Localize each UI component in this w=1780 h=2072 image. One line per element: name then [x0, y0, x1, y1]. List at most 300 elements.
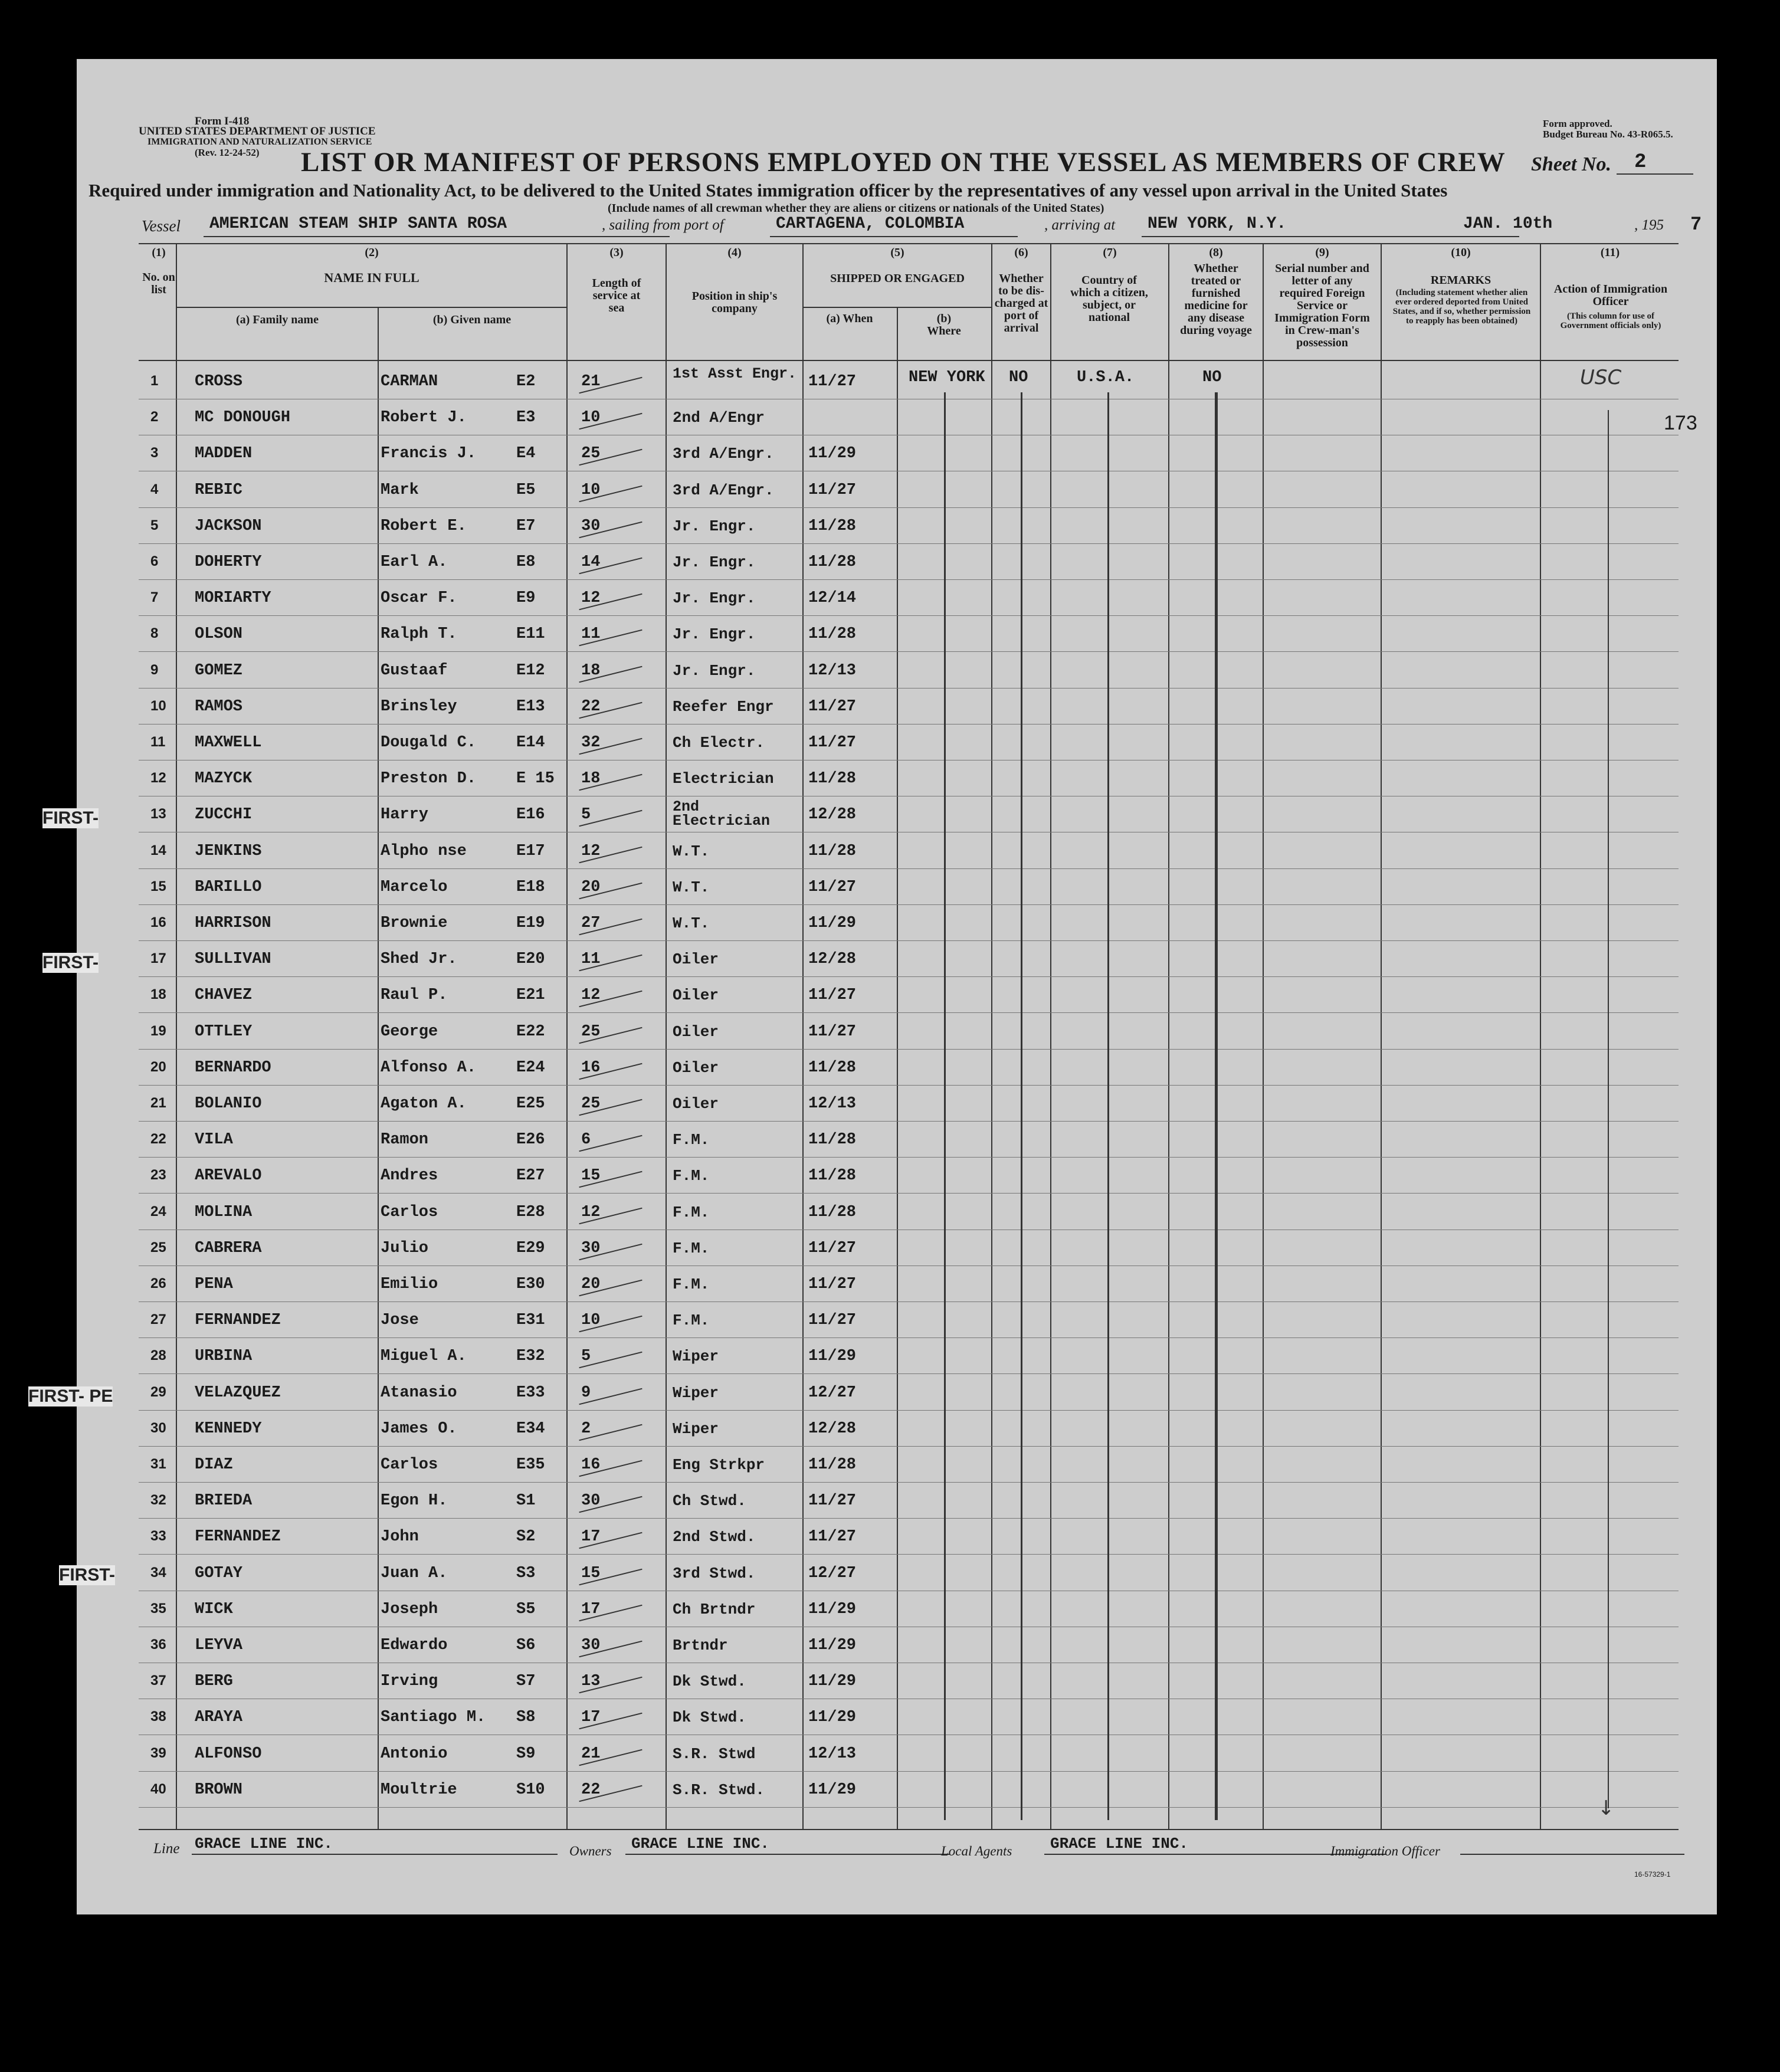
crew-number: 24 — [150, 1203, 166, 1219]
position: F.M. — [673, 1312, 710, 1330]
crew-number: 26 — [150, 1276, 166, 1291]
crew-code: S1 — [516, 1492, 536, 1510]
shipped-when: 11/28 — [808, 1167, 857, 1185]
sheet-label: Sheet No. — [1531, 153, 1611, 175]
table-row — [77, 1339, 1608, 1375]
col5b-header: (b) Where — [927, 312, 961, 337]
crew-code: E32 — [516, 1348, 545, 1366]
shipped-when: 12/14 — [808, 589, 857, 608]
crew-number: 6 — [150, 553, 159, 569]
service-years: 21 — [581, 373, 601, 391]
crew-code: E12 — [516, 661, 545, 680]
family-name: GOTAY — [195, 1564, 243, 1582]
col2-header: NAME IN FULL — [324, 270, 419, 285]
service-years: 12 — [581, 842, 601, 860]
shipped-when: 11/29 — [808, 1781, 857, 1799]
shipped-when: 12/13 — [808, 1745, 857, 1763]
col2-number: (2) — [365, 246, 379, 259]
col7-header: Country of which a citizen, subject, or national — [1070, 274, 1148, 324]
col2b-header: (b) Given name — [432, 313, 512, 326]
crew-number: 35 — [150, 1600, 166, 1617]
crew-number: 16 — [150, 914, 166, 930]
table-row — [77, 1628, 1608, 1664]
shipped-when: 11/27 — [808, 373, 857, 391]
service-years: 15 — [581, 1167, 601, 1185]
crew-number: 14 — [150, 842, 166, 858]
given-name: Andres — [381, 1167, 438, 1185]
shipped-when: 11/28 — [808, 1203, 857, 1221]
crew-code: E16 — [516, 806, 545, 824]
table-row — [77, 1195, 1608, 1231]
given-name: Brinsley — [381, 697, 457, 716]
position: 2nd A/Engr — [673, 409, 765, 427]
shipped-when: 11/29 — [808, 1637, 857, 1654]
table-row — [77, 545, 1608, 581]
crew-code: E7 — [516, 517, 536, 535]
service-years: 18 — [581, 770, 601, 788]
shipped-when: 11/27 — [808, 1022, 857, 1041]
family-name: URBINA — [195, 1348, 253, 1366]
service-years: 13 — [581, 1673, 601, 1691]
crew-code: S2 — [516, 1528, 536, 1546]
position: Ch Stwd. — [673, 1492, 746, 1510]
service-years: 12 — [581, 986, 601, 1005]
given-name: Oscar F. — [381, 589, 457, 608]
position: F.M. — [673, 1276, 710, 1293]
vessel-label: Vessel — [142, 217, 181, 235]
given-name: Mark — [381, 481, 419, 499]
position: 1st Asst Engr. — [673, 365, 797, 382]
col5a-header: (a) When — [826, 312, 873, 325]
required-statement: Required under immigration and Nationality Act, to be delivered to the United States immigration officer by the representatives of any vessel upon arrival in the United States — [88, 180, 1448, 201]
crew-code: S7 — [516, 1673, 536, 1691]
family-name: VELAZQUEZ — [195, 1383, 281, 1402]
service-years: 11 — [581, 950, 601, 969]
family-name: AREVALO — [195, 1167, 262, 1185]
service-years: 10 — [581, 1312, 601, 1330]
shipped-when: 11/27 — [808, 1312, 857, 1330]
table-row — [77, 401, 1608, 437]
discharged-value: NO — [1009, 369, 1028, 386]
given-name: James O. — [381, 1419, 457, 1438]
service: IMMIGRATION AND NATURALIZATION SERVICE — [147, 137, 372, 147]
sailing-port: CARTAGENA, COLOMBIA — [776, 215, 965, 233]
service-years: 22 — [581, 1781, 601, 1799]
include-note: (Include names of all crewman whether they are aliens or citizens or nationals of the United States) — [608, 202, 1104, 215]
table-row — [77, 1376, 1608, 1412]
sheet-number: 2 — [1634, 151, 1647, 173]
service-years: 11 — [581, 625, 601, 644]
family-name: MADDEN — [195, 445, 253, 463]
given-name: Francis J. — [381, 445, 477, 463]
service-years: 6 — [581, 1131, 591, 1149]
position: Jr. Engr. — [673, 625, 756, 644]
given-name: Jose — [381, 1312, 419, 1330]
crew-number: 25 — [150, 1239, 166, 1255]
family-name: MORIARTY — [195, 589, 271, 608]
family-name: CABRERA — [195, 1239, 262, 1257]
given-name: Marcelo — [381, 878, 448, 896]
agents-label: Local Agents — [941, 1844, 1012, 1858]
crew-code: E28 — [516, 1203, 545, 1221]
position: F.M. — [673, 1203, 710, 1221]
col10-header: REMARKS — [1430, 274, 1491, 287]
given-name: Miguel A. — [381, 1348, 467, 1366]
given-name: Antonio — [381, 1745, 448, 1763]
revision: (Rev. 12-24-52) — [195, 147, 260, 158]
owners-label: Owners — [569, 1844, 612, 1858]
crew-number: 11 — [150, 734, 166, 750]
crew-number: 32 — [150, 1492, 166, 1509]
position: Jr. Engr. — [673, 517, 756, 535]
crew-number: 2 — [150, 409, 159, 425]
service-years: 25 — [581, 1022, 601, 1041]
shipped-when: 11/28 — [808, 770, 857, 788]
service-years: 20 — [581, 878, 601, 896]
service-years: 15 — [581, 1564, 601, 1582]
service-years: 30 — [581, 1239, 601, 1257]
crew-code: E22 — [516, 1022, 545, 1041]
given-name: Preston D. — [381, 770, 477, 788]
family-name: JENKINS — [195, 842, 262, 860]
crew-number: 34 — [150, 1564, 166, 1581]
given-name: Emilio — [381, 1276, 438, 1293]
position: 3rd A/Engr. — [673, 445, 774, 463]
crew-code: E11 — [516, 625, 545, 644]
service-years: 10 — [581, 409, 601, 427]
service-years: 21 — [581, 1745, 601, 1763]
table-row — [77, 1412, 1608, 1448]
family-name: ARAYA — [195, 1709, 243, 1727]
table-row — [77, 870, 1608, 906]
crew-number: 10 — [150, 697, 166, 714]
crew-code: E33 — [516, 1383, 545, 1402]
family-name: PENA — [195, 1276, 233, 1293]
crew-code: E20 — [516, 950, 545, 969]
crew-number: 39 — [150, 1745, 166, 1761]
position: Jr. Engr. — [673, 661, 756, 680]
family-name: JACKSON — [195, 517, 262, 535]
crew-code: S5 — [516, 1600, 536, 1618]
position: 2nd Electrician — [673, 798, 771, 830]
col10-number: (10) — [1451, 246, 1471, 259]
table-row — [77, 1267, 1608, 1303]
table-row — [77, 1015, 1608, 1051]
service-years: 12 — [581, 589, 601, 608]
given-name: Santiago M. — [381, 1709, 486, 1727]
family-name: CROSS — [195, 373, 243, 391]
family-name: BRIEDA — [195, 1492, 253, 1510]
shipped-when: 11/27 — [808, 878, 857, 896]
position: Oiler — [673, 1058, 719, 1077]
crew-number: 3 — [150, 445, 159, 461]
family-name: VILA — [195, 1131, 233, 1149]
given-name: Egon H. — [381, 1492, 448, 1510]
crew-code: E35 — [516, 1456, 545, 1474]
form-approved: Form approved. — [1543, 118, 1612, 129]
family-name: LEYVA — [195, 1637, 243, 1654]
col4-number: (4) — [727, 246, 742, 259]
col6-number: (6) — [1014, 246, 1028, 259]
table-row — [77, 437, 1608, 473]
crew-number: 36 — [150, 1637, 166, 1653]
service-years: 25 — [581, 445, 601, 463]
crew-number: 28 — [150, 1348, 166, 1364]
position: Electrician — [673, 770, 774, 788]
family-name: MAXWELL — [195, 734, 262, 752]
position: Oiler — [673, 1095, 719, 1113]
crew-code: S10 — [516, 1781, 545, 1799]
family-name: FERNANDEZ — [195, 1528, 281, 1546]
position: Ch Brtndr — [673, 1600, 756, 1618]
table-row — [77, 726, 1608, 762]
table-row — [77, 1123, 1608, 1159]
crew-code: E31 — [516, 1312, 545, 1330]
position: F.M. — [673, 1167, 710, 1185]
given-name: Atanasio — [381, 1383, 457, 1402]
position: Eng Strkpr — [673, 1456, 765, 1474]
crew-code: E14 — [516, 734, 545, 752]
shipped-when: 11/28 — [808, 1456, 857, 1474]
agents-value: GRACE LINE INC. — [1050, 1835, 1189, 1853]
col8-header: Whether treated or furnished medicine for any disease during voyage — [1180, 262, 1252, 337]
crew-code: E34 — [516, 1419, 545, 1438]
table-row — [77, 798, 1608, 834]
crew-number: 20 — [150, 1058, 166, 1075]
position: Jr. Engr. — [673, 553, 756, 571]
col5-header: SHIPPED OR ENGAGED — [830, 272, 965, 285]
given-name: Brownie — [381, 914, 448, 932]
crew-code: E25 — [516, 1095, 545, 1113]
position: 3rd Stwd. — [673, 1564, 756, 1582]
col1-number: (1) — [152, 246, 166, 259]
line-label: Line — [153, 1841, 180, 1857]
table-row — [77, 617, 1608, 653]
table-row — [77, 1159, 1608, 1195]
table-row — [77, 509, 1608, 545]
table-row — [77, 834, 1608, 870]
family-name: WICK — [195, 1600, 233, 1618]
position: Wiper — [673, 1419, 719, 1438]
service-years: 16 — [581, 1058, 601, 1077]
service-years: 10 — [581, 481, 601, 499]
crew-code: E24 — [516, 1058, 545, 1077]
crew-number: 40 — [150, 1781, 166, 1797]
family-name: MOLINA — [195, 1203, 253, 1221]
service-years: 20 — [581, 1276, 601, 1293]
family-name: KENNEDY — [195, 1419, 262, 1438]
shipped-when: 11/27 — [808, 1492, 857, 1510]
service-years: 17 — [581, 1528, 601, 1546]
given-name: Ralph T. — [381, 625, 457, 644]
position: W.T. — [673, 842, 710, 860]
crew-code: E8 — [516, 553, 536, 571]
crew-number: 17 — [150, 950, 166, 967]
table-row — [77, 762, 1608, 798]
service-years: 30 — [581, 1637, 601, 1654]
shipped-when: 11/27 — [808, 697, 857, 716]
crew-number: 8 — [150, 625, 159, 642]
given-name: Julio — [381, 1239, 429, 1257]
position: S.R. Stwd — [673, 1745, 756, 1763]
position: W.T. — [673, 914, 710, 932]
first-note-34: FIRST- — [59, 1565, 115, 1585]
table-row — [77, 1448, 1608, 1484]
col3-header: Length of service at sea — [592, 277, 641, 314]
family-name: RAMOS — [195, 697, 243, 716]
crew-number: 9 — [150, 661, 159, 678]
shipped-when: 11/28 — [808, 842, 857, 860]
table-row — [77, 690, 1608, 726]
given-name: Carlos — [381, 1456, 438, 1474]
ditto-arrow-icon: ↓ — [1598, 1796, 1615, 1820]
position: 2nd Stwd. — [673, 1528, 756, 1546]
given-name: Alfonso A. — [381, 1058, 477, 1077]
table-row — [77, 1737, 1608, 1773]
department: UNITED STATES DEPARTMENT OF JUSTICE — [139, 125, 376, 137]
service-years: 9 — [581, 1383, 591, 1402]
crew-number: 31 — [150, 1456, 166, 1472]
shipped-when: 11/27 — [808, 1528, 857, 1546]
col6-header: Whether to be dis-charged at port of arrival — [994, 272, 1048, 335]
shipped-when: 11/27 — [808, 481, 857, 499]
position: Dk Stwd. — [673, 1673, 746, 1691]
table-row — [77, 654, 1608, 690]
col9-header: Serial number and letter of any required Foreign Service or Immigration Form in Crew-man's possession — [1274, 262, 1370, 349]
given-name: Juan A. — [381, 1564, 448, 1582]
family-name: BARILLO — [195, 878, 262, 896]
col7-number: (7) — [1103, 246, 1117, 259]
position: Wiper — [673, 1348, 719, 1366]
shipped-when: 12/28 — [808, 806, 857, 824]
given-name: Dougald C. — [381, 734, 477, 752]
family-name: CHAVEZ — [195, 986, 253, 1005]
given-name: Robert J. — [381, 409, 467, 427]
given-name: John — [381, 1528, 419, 1546]
service-years: 27 — [581, 914, 601, 932]
given-name: Robert E. — [381, 517, 467, 535]
table-row — [77, 1773, 1608, 1809]
year-prefix: , 195 — [1634, 217, 1664, 233]
usc-annotation: USC — [1580, 366, 1622, 389]
table-row — [77, 473, 1608, 509]
shipped-when: 12/13 — [808, 661, 857, 680]
table-row — [77, 1556, 1608, 1592]
shipped-when: 11/29 — [808, 1600, 857, 1618]
crew-code: S3 — [516, 1564, 536, 1582]
service-years: 5 — [581, 806, 591, 824]
service-years: 14 — [581, 553, 601, 571]
crew-number: 18 — [150, 986, 166, 1003]
shipped-when: 11/27 — [808, 986, 857, 1005]
service-years: 2 — [581, 1419, 591, 1438]
owners-value: GRACE LINE INC. — [631, 1835, 770, 1853]
shipped-when: 11/27 — [808, 1276, 857, 1293]
crew-number: 30 — [150, 1419, 166, 1436]
shipped-when: 12/27 — [808, 1383, 857, 1402]
crew-number: 22 — [150, 1131, 166, 1148]
shipped-when: 11/29 — [808, 1348, 857, 1366]
crew-number: 5 — [150, 517, 159, 533]
position: Wiper — [673, 1383, 719, 1402]
service-years: 5 — [581, 1348, 591, 1366]
print-code: 16-57329-1 — [1634, 1870, 1671, 1878]
family-name: ZUCCHI — [195, 806, 253, 824]
position: F.M. — [673, 1239, 710, 1257]
service-years: 25 — [581, 1095, 601, 1113]
manifest-title: LIST OR MANIFEST OF PERSONS EMPLOYED ON THE VESSEL AS MEMBERS OF CREW — [301, 147, 1506, 178]
position: Oiler — [673, 1022, 719, 1041]
service-years: 12 — [581, 1203, 601, 1221]
given-name: Joseph — [381, 1600, 438, 1618]
given-name: Moultrie — [381, 1781, 457, 1799]
family-name: BERNARDO — [195, 1058, 271, 1077]
vessel-name: AMERICAN STEAM SHIP SANTA ROSA — [209, 215, 507, 233]
service-years: 32 — [581, 734, 601, 752]
position: F.M. — [673, 1131, 710, 1149]
position: Brtndr — [673, 1637, 728, 1654]
service-years: 17 — [581, 1709, 601, 1727]
given-name: George — [381, 1022, 438, 1041]
crew-code: E18 — [516, 878, 545, 896]
line-value: GRACE LINE INC. — [195, 1835, 333, 1853]
crew-number: 13 — [150, 806, 166, 822]
col10-subheader: (Including statement whether alien ever ordered deported from United States, and if so, whether permission to reapply has been obtained) — [1392, 288, 1531, 326]
shipped-when: 12/13 — [808, 1095, 857, 1113]
crew-code: S9 — [516, 1745, 536, 1763]
arrival-date: JAN. 10th — [1463, 215, 1553, 233]
given-name: Shed Jr. — [381, 950, 457, 969]
table-row — [77, 1231, 1608, 1267]
crew-number: 1 — [150, 373, 159, 389]
crew-code: E26 — [516, 1131, 545, 1149]
first-note-13: FIRST- — [42, 808, 99, 828]
crew-code: E4 — [516, 445, 536, 463]
family-name: GOMEZ — [195, 661, 243, 680]
shipped-when: 11/28 — [808, 517, 857, 535]
crew-code: E 15 — [516, 770, 555, 788]
crew-number: 4 — [150, 481, 159, 497]
position: 3rd A/Engr. — [673, 481, 774, 499]
given-name: CARMAN — [381, 373, 438, 391]
family-name: SULLIVAN — [195, 950, 271, 969]
given-name: Ramon — [381, 1131, 429, 1149]
table-row — [77, 1700, 1608, 1736]
officer-label: Immigration Officer — [1330, 1844, 1440, 1858]
crew-code: E27 — [516, 1167, 545, 1185]
budget-bureau: Budget Bureau No. 43-R065.5. — [1543, 129, 1673, 140]
given-name: Earl A. — [381, 553, 448, 571]
family-name: ALFONSO — [195, 1745, 262, 1763]
family-name: OTTLEY — [195, 1022, 253, 1041]
family-name: MAZYCK — [195, 770, 253, 788]
table-row — [77, 1051, 1608, 1087]
position: W.T. — [673, 878, 710, 896]
crew-code: E30 — [516, 1276, 545, 1293]
crew-number: 7 — [150, 589, 159, 606]
shipped-when: 11/28 — [808, 1131, 857, 1149]
col1-header: No. on list — [142, 271, 175, 296]
arriving-label: , arriving at — [1044, 217, 1116, 233]
col5-number: (5) — [890, 246, 904, 259]
country-value: U.S.A. — [1077, 369, 1135, 386]
table-row — [77, 1520, 1608, 1556]
position: Ch Electr. — [673, 734, 765, 752]
family-name: REBIC — [195, 481, 243, 499]
manifest-sheet — [77, 59, 1717, 1914]
family-name: HARRISON — [195, 914, 271, 932]
crew-code: E17 — [516, 842, 545, 860]
